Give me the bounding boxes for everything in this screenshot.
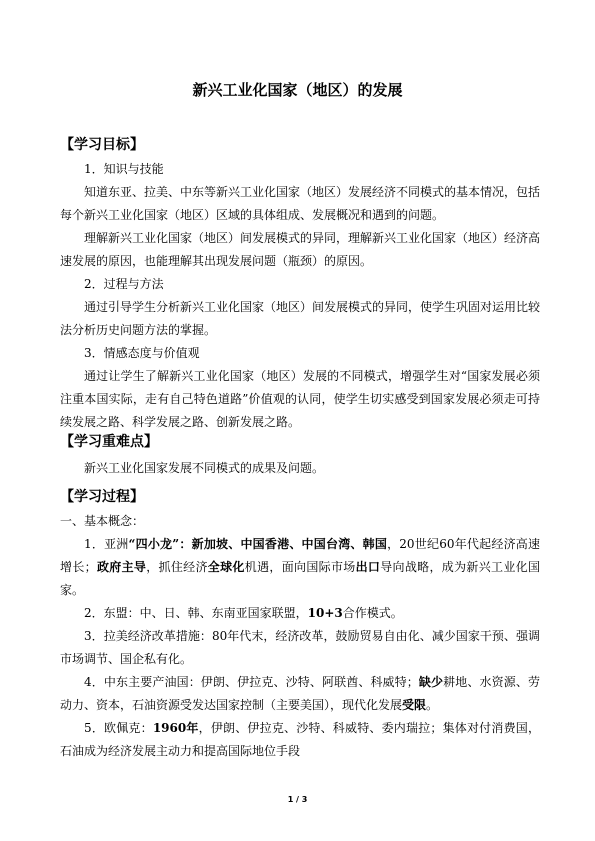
concept-item-1: 1．亚洲“四小龙”：新加坡、中国香港、中国台湾、韩国，20世纪60年代起经济高速增长；政府主导，抓住经济全球化机遇，面向国际市场出口导向战略，成为新兴工业化国家。 xyxy=(60,537,540,597)
concept-item-2: 2．东盟：中、日、韩、东南亚国家联盟，10+3合作模式。 xyxy=(84,606,403,620)
goal-1-paragraph-1: 知道东亚、拉美、中东等新兴工业化国家（地区）发展经济不同模式的基本情况，包括每个新兴工业化国家（地区）区域的具体组成、发展概况和遇到的问题。 xyxy=(60,185,541,222)
goal-3-paragraph: 通过让学生了解新兴工业化国家（地区）发展的不同模式，增强学生对“国家发展必须注重本国实际，走有自己特色道路”价值观的认同，使学生切实感受到国家发展必须走可持续发展之路、科学发展之路、创新发展之路。 xyxy=(60,369,540,429)
concept-item-3: 3．拉美经济改革措施：80年代末，经济改革，鼓励贸易自由化、减少国家干预、强调市场调节、国企私有化。 xyxy=(60,629,540,666)
goal-2-title: 2．过程与方法 xyxy=(84,277,164,291)
goal-1-paragraph-2: 理解新兴工业化国家（地区）间发展模式的异同，理解新兴工业化国家（地区）经济高速发展的原因，也能理解其出现发展问题（瓶颈）的原因。 xyxy=(60,231,541,268)
heading-key-points: 【学习重难点】 xyxy=(60,434,158,450)
heading-learning-process: 【学习过程】 xyxy=(60,489,144,505)
goal-3-title: 3．情感态度与价值观 xyxy=(84,346,200,360)
heading-learning-goals: 【学习目标】 xyxy=(60,137,144,153)
goal-2-paragraph: 通过引导学生分析新兴工业化国家（地区）间发展模式的异同，使学生巩固对运用比较法分析历史问题方法的掌握。 xyxy=(60,300,541,337)
document-title: 新兴工业化国家（地区）的发展 xyxy=(192,81,403,99)
key-points-paragraph: 新兴工业化国家发展不同模式的成果及问题。 xyxy=(84,461,325,475)
page-number: 1 / 3 xyxy=(287,795,308,804)
basic-concepts-intro: 一、基本概念： xyxy=(60,514,145,528)
concept-item-4: 4．中东主要产油国：伊朗、伊拉克、沙特、阿联酋、科威特；缺少耕地、水资源、劳动力、资本，石油资源受发达国家控制（主要美国），现代化发展受限。 xyxy=(60,675,540,712)
concept-item-5: 5．欧佩克：1960年，伊朗、伊拉克、沙特、科威特、委内瑞拉；集体对付消费国，石油成为经济发展主动力和提高国际地位手段 xyxy=(60,721,540,758)
goal-1-title: 1．知识与技能 xyxy=(84,162,164,176)
